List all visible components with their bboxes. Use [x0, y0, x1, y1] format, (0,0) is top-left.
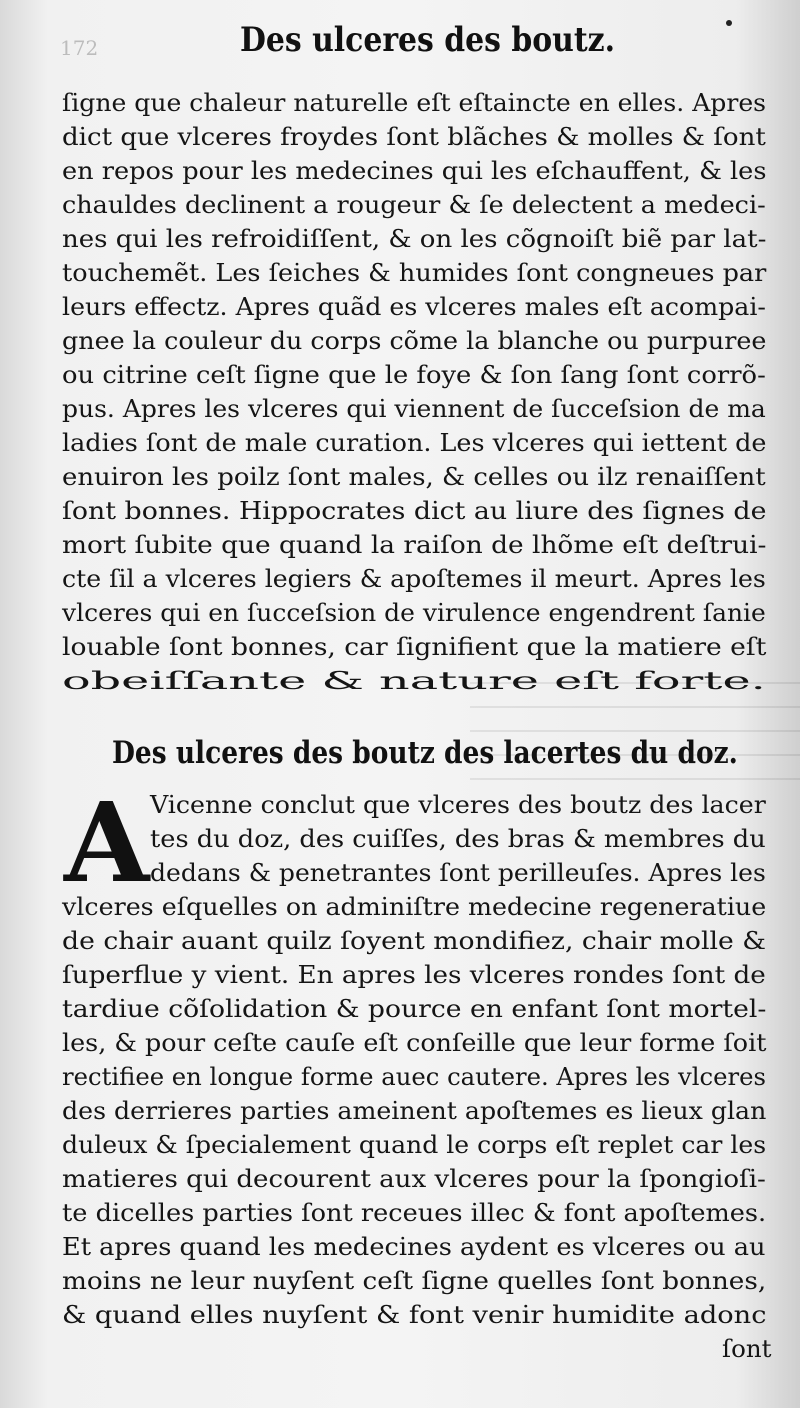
text-line: gnee la couleur du corps cõme la blanche ou purpuree: [62, 326, 767, 355]
text-line: ſont bonnes. Hippocrates dict au liure des ſignes de: [62, 496, 767, 525]
text-line: des derrieres parties ameinent apoſtemes es lieux glan: [62, 1096, 767, 1125]
text-line: rectifiee en longue forme auec cautere. Apres les vlceres: [62, 1062, 766, 1091]
text-line: ou citrine ceſt ſigne que le foye & ſon ſang ſont corrõ-: [62, 360, 766, 389]
text-line: & quand elles nuyſent & font venir humidite adonc: [62, 1300, 767, 1329]
text-line: touchemẽt. Les ſeiches & humides ſont congneues par: [62, 258, 767, 287]
text-line: tardiue cõſolidation & pource en enfant ſont mortel-: [62, 994, 767, 1023]
text-line: te dicelles parties ſont receues illec & font apoſtemes.: [62, 1198, 767, 1227]
text-line: obeiſſante & nature eſt forte.: [62, 666, 766, 695]
ink-spot: [726, 20, 732, 26]
text-line: nes qui les refroidiſſent, & on les cõgnoiſt biẽ par lat-: [62, 224, 767, 253]
text-line: vlceres eſquelles on adminiſtre medecine regeneratiue: [62, 892, 767, 921]
text-line: de chair auant quilz ſoyent mondifiez, chair molle &: [62, 926, 767, 955]
text-line: les, & pour ceſte cauſe eſt conſeille que leur forme ſoit: [62, 1028, 767, 1057]
text-line: dedans & penetrantes ſont perilleuſes. Apres les: [150, 858, 766, 887]
text-line: dict que vlceres froydes ſont blãches & molles & ſont: [62, 122, 766, 151]
text-line: matieres qui decourent aux vlceres pour la ſpongioſi-: [62, 1164, 766, 1193]
text-line: chauldes declinent a rougeur & ſe delectent a medeci-: [62, 190, 766, 219]
text-line: moins ne leur nuyſent ceſt ſigne quelles ſont bonnes,: [62, 1266, 767, 1295]
drop-cap: A: [64, 778, 150, 907]
text-line: en repos pour les medecines qui les eſchauffent, & les: [62, 156, 767, 185]
text-line: pus. Apres les vlceres qui viennent de ſucceſsion de ma: [62, 394, 766, 423]
text-line: enuiron les poilz ſont males, & celles ou ilz renaiſſent: [62, 462, 766, 491]
running-head: Des ulceres des boutz.: [240, 20, 615, 60]
text-line: leurs effectz. Apres quãd es vlceres males eſt acompai-: [62, 292, 766, 321]
text-line: ladies ſont de male curation. Les vlceres qui iettent de: [62, 428, 767, 457]
page-number: 172: [60, 36, 99, 60]
text-line: ſigne que chaleur naturelle eſt eſtaincte en elles. Apres: [62, 88, 767, 117]
text-line: vlceres qui en ſucceſsion de virulence engendrent ſanie: [62, 598, 766, 627]
text-line: Et apres quand les medecines aydent es vlceres ou au: [62, 1232, 766, 1261]
text-line: Vicenne conclut que vlceres des boutz des lacer: [150, 790, 766, 819]
section-heading: Des ulceres des boutz des lacertes du doz.: [112, 735, 738, 771]
catchword: ſont: [722, 1334, 772, 1363]
text-line: mort ſubite que quand la raiſon de lhõme eſt deſtrui-: [62, 530, 767, 559]
text-line: louable ſont bonnes, car ſignifient que la matiere eſt: [62, 632, 767, 661]
text-line: duleux & ſpecialement quand le corps eſt replet car les: [62, 1130, 767, 1159]
text-line: cte ſil a vlceres legiers & apoſtemes il meurt. Apres les: [62, 564, 766, 593]
text-line: ſuperflue y vient. En apres les vlceres rondes ſont de: [62, 960, 766, 989]
text-line: tes du doz, des cuiſſes, des bras & membres du: [150, 824, 766, 853]
